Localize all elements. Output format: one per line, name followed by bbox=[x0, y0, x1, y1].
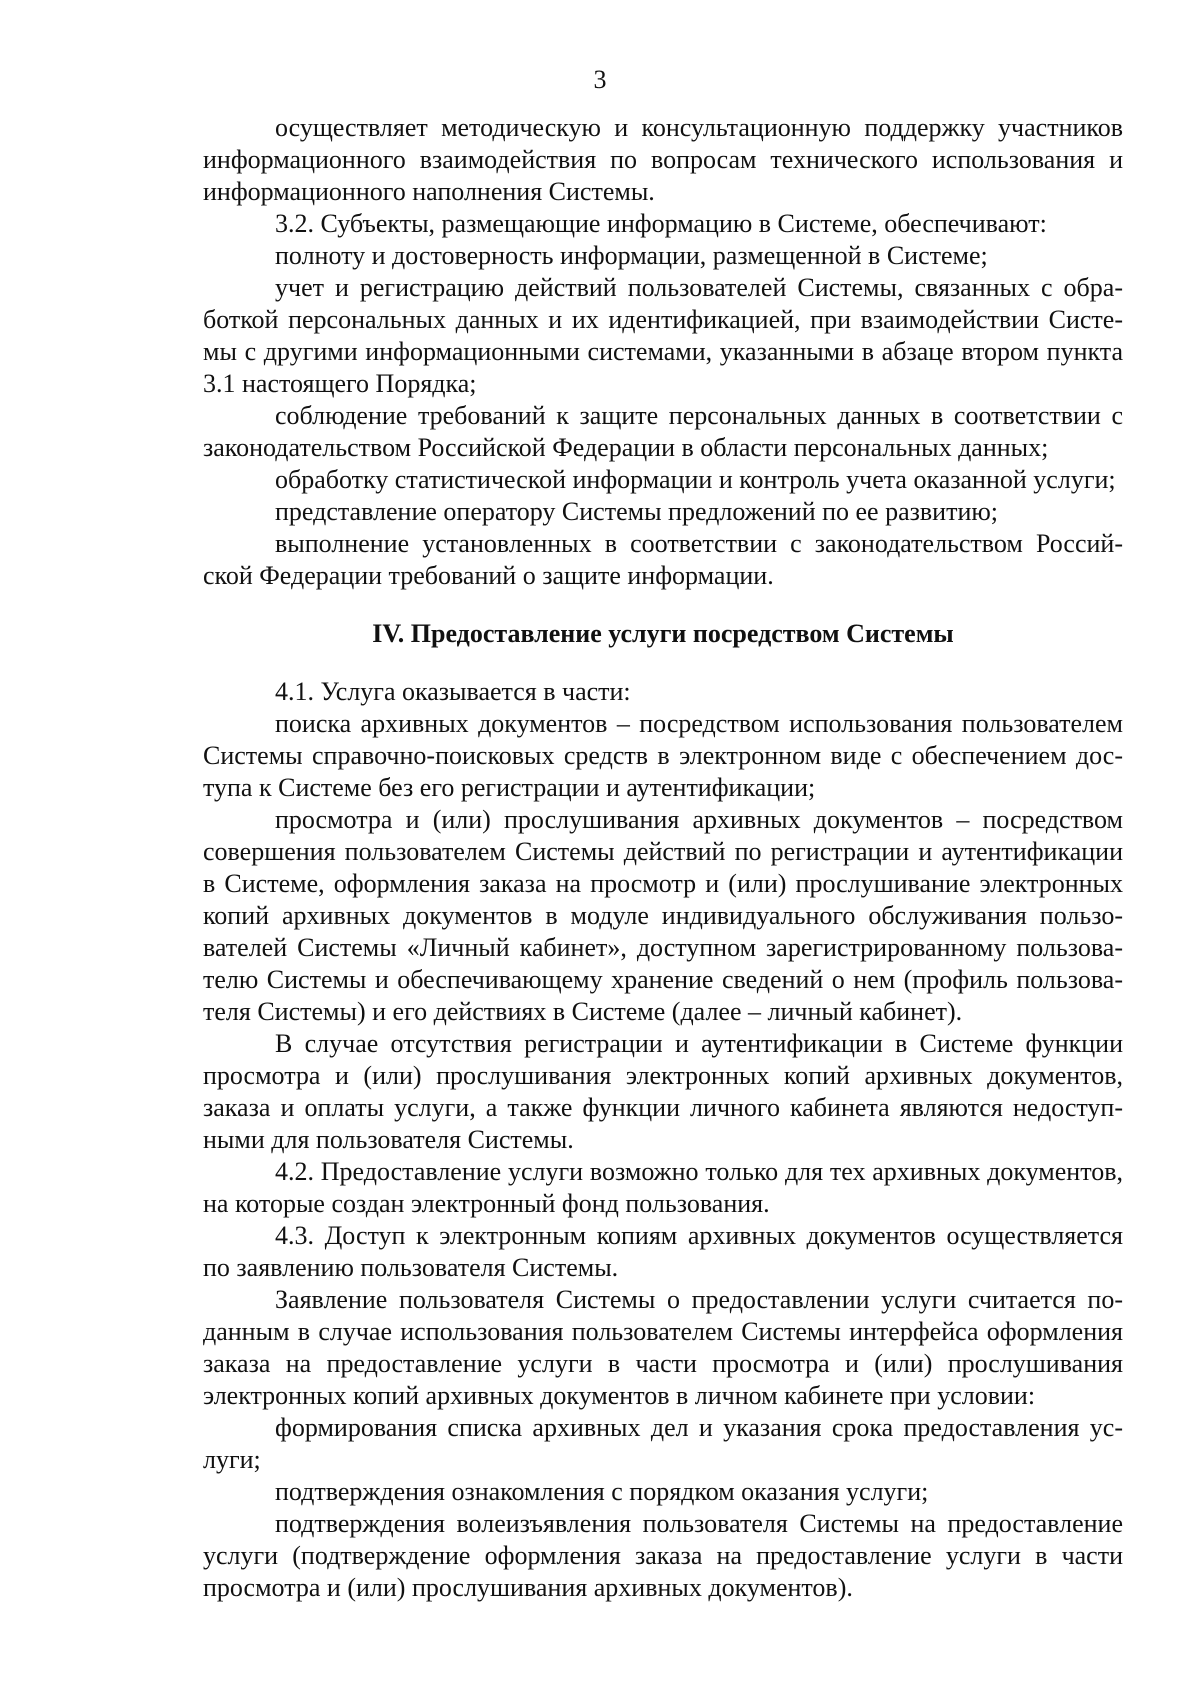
paragraph: 4.2. Предоставление услуги возможно только для тех архивных документов, на которые создан электронный фонд пользования. bbox=[203, 1157, 1123, 1218]
paragraph: подтверждения волеизъявления пользователя Системы на предоставление услуги (подтверждение оформления заказа на предоставление услуги в части просмотра и (или) прослушивания архивных документов). bbox=[203, 1509, 1123, 1602]
paragraph: 4.1. Услуга оказывается в части: bbox=[275, 677, 631, 706]
paragraph: поиска архивных документов – посредством использования пользователем Системы справочно-поисковых средств в электронном виде с обеспечением доступа к Системе без его регистрации и аутентификации; bbox=[203, 709, 1123, 802]
page-number: 3 bbox=[593, 65, 607, 94]
paragraph: 3.2. Субъекты, размещающие информацию в Системе, обеспечивают: bbox=[275, 209, 1047, 238]
paragraph: подтверждения ознакомления с порядком оказания услуги; bbox=[275, 1477, 929, 1506]
paragraph: просмотра и (или) прослушивания архивных документов – посредством совершения пользователем Системы действий по регистрации и аутентификации в Системе, оформления заказа на просмотр и (или) прослушивание электронных копий архивных документов в модуле индивидуального обслуживания пользователей Системы «Личный кабинет», доступном зарегистрированному пользователю Системы и обеспечивающему хранение сведений о нем (профиль пользователя Системы) и его действиях в Системе (далее – личный кабинет). bbox=[203, 805, 1123, 1026]
paragraph: учет и регистрацию действий пользователей Системы, связанных с обработкой персональных данных и их идентификацией, при взаимодействии Системы с другими информационными системами, указанными в абзаце втором пункта 3.1 настоящего Порядка; bbox=[203, 273, 1123, 398]
paragraph: выполнение установленных в соответствии с законодательством Российской Федерации требований о защите информации. bbox=[203, 529, 1123, 590]
paragraph: обработку статистической информации и контроль учета оказанной услуги; bbox=[275, 465, 1116, 494]
paragraph: соблюдение требований к защите персональных данных в соответствии с законодательством Российской Федерации в области персональных данных; bbox=[203, 401, 1123, 462]
paragraph: В случае отсутствия регистрации и аутентификации в Системе функции просмотра и (или) прослушивания электронных копий архивных документов, заказа и оплаты услуги, а также функции личного кабинета являются недоступными для пользователя Системы. bbox=[203, 1029, 1123, 1154]
paragraph: формирования списка архивных дел и указания срока предоставления услуги; bbox=[203, 1413, 1123, 1474]
document-body bbox=[203, 112, 1123, 1604]
paragraph: 4.3. Доступ к электронным копиям архивных документов осуществляется по заявлению пользователя Системы. bbox=[203, 1221, 1123, 1282]
paragraph: представление оператору Системы предложений по ее развитию; bbox=[275, 497, 999, 526]
paragraph: осуществляет методическую и консультационную поддержку участников информационного взаимодействия по вопросам технического использования и информационного наполнения Системы. bbox=[203, 113, 1123, 206]
paragraph: полноту и достоверность информации, размещенной в Системе; bbox=[275, 241, 988, 270]
section-heading: IV. Предоставление услуги посредством Системы bbox=[372, 619, 954, 648]
paragraph: Заявление пользователя Системы о предоставлении услуги считается поданным в случае использования пользователем Системы интерфейса оформления заказа на предоставление услуги в части просмотра и (или) прослушивания электронных копий архивных документов в личном кабинете при условии: bbox=[203, 1285, 1123, 1410]
